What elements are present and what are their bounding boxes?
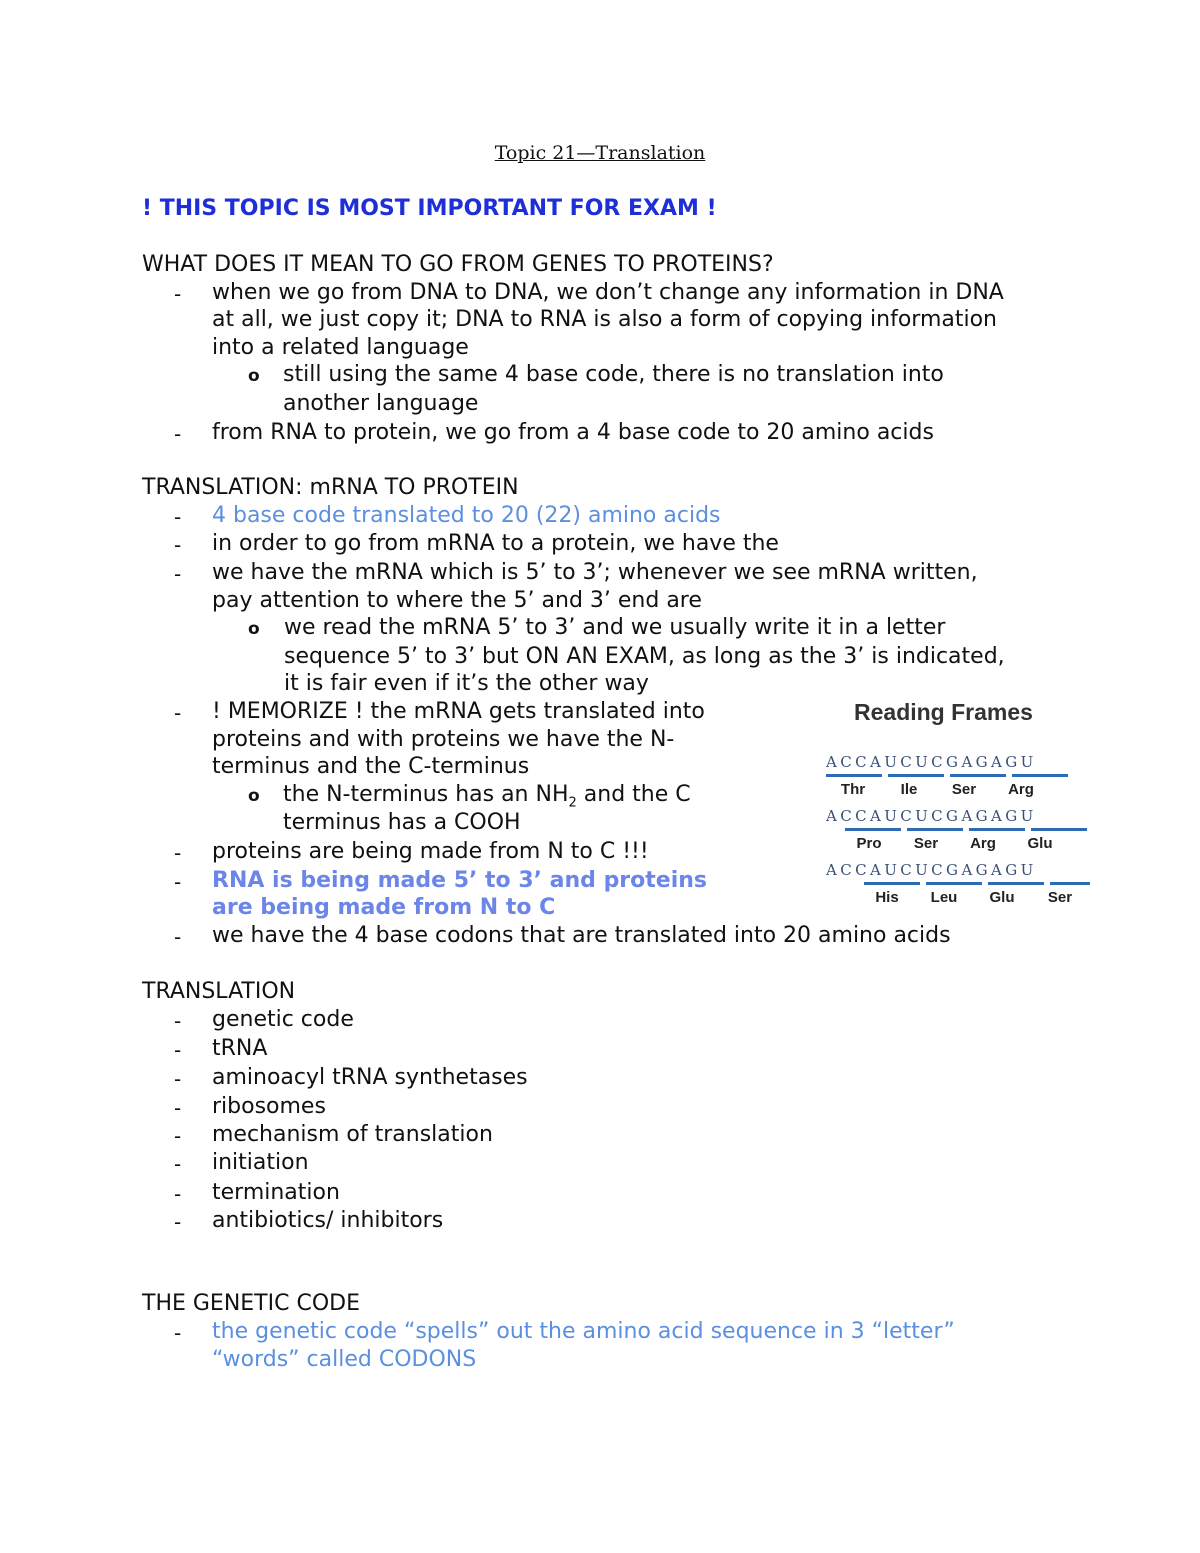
- subscript-two: 2: [568, 795, 577, 811]
- dash-marker: -: [174, 870, 182, 894]
- list-item-text: we have the mRNA which is 5’ to 3’; whenever we see mRNA written,: [212, 560, 978, 585]
- list-item-text: are being made from N to C: [212, 895, 556, 920]
- dash-marker: -: [174, 533, 182, 557]
- dash-marker: -: [174, 1124, 182, 1148]
- dash-marker: -: [174, 1009, 182, 1033]
- important-banner: ! THIS TOPIC IS MOST IMPORTANT FOR EXAM !: [142, 196, 717, 221]
- list-item-text: the genetic code “spells” out the amino acid sequence in 3 “letter”: [212, 1319, 955, 1344]
- list-item-text: “words” called CODONS: [212, 1347, 477, 1372]
- circle-bullet: o: [248, 619, 260, 639]
- amino-acid-label: Glu: [989, 889, 1015, 906]
- list-item-text: tRNA: [212, 1036, 268, 1061]
- list-item-text: 4 base code translated to 20 (22) amino acids: [212, 503, 721, 528]
- dash-marker: -: [174, 1210, 182, 1234]
- dash-marker: -: [174, 422, 182, 446]
- list-item-text: initiation: [212, 1150, 309, 1175]
- list-item-text: we have the 4 base codons that are translated into 20 amino acids: [212, 923, 951, 948]
- codon-bar: [888, 774, 944, 777]
- sequence-frame-1: ACCAUCUCGAGAGU: [826, 753, 1037, 771]
- dash-marker: -: [174, 841, 182, 865]
- dash-marker: -: [174, 1182, 182, 1206]
- codon-bar: [988, 882, 1044, 885]
- sequence-frame-2: ACCAUCUCGAGAGU: [826, 807, 1037, 825]
- circle-bullet: o: [248, 366, 260, 386]
- amino-acid-label: Leu: [930, 889, 958, 906]
- list-item-text: into a related language: [212, 335, 469, 360]
- list-item-text: pay attention to where the 5’ and 3’ end are: [212, 588, 702, 613]
- codon-bar: [1012, 774, 1068, 777]
- list-item-text: RNA is being made 5’ to 3’ and proteins: [212, 868, 708, 893]
- sub-item-text: we read the mRNA 5’ to 3’ and we usually write it in a letter: [284, 615, 946, 640]
- sub-item-text: it is fair even if it’s the other way: [284, 671, 649, 696]
- codon-bar: [907, 828, 963, 831]
- list-item-text: when we go from DNA to DNA, we don’t change any information in DNA: [212, 280, 1004, 305]
- codon-bar: [1050, 882, 1090, 885]
- codon-bar: [1031, 828, 1087, 831]
- sub-item-text: terminus has a COOH: [283, 810, 521, 835]
- dash-marker: -: [174, 701, 182, 725]
- dash-marker: -: [174, 1096, 182, 1120]
- section-heading-translation: TRANSLATION: [142, 979, 296, 1004]
- list-item-text: in order to go from mRNA to a protein, we have the: [212, 531, 779, 556]
- nh-text: the N-terminus has an NH: [283, 782, 569, 807]
- dash-marker: -: [174, 282, 182, 306]
- page-title: Topic 21—Translation: [494, 142, 706, 164]
- list-item-text: antibiotics/ inhibitors: [212, 1208, 444, 1233]
- amino-acid-label: His: [875, 889, 899, 906]
- section-heading-genes-to-proteins: WHAT DOES IT MEAN TO GO FROM GENES TO PROTEINS?: [142, 252, 774, 277]
- list-item-text: from RNA to protein, we go from a 4 base code to 20 amino acids: [212, 420, 934, 445]
- list-item-text: terminus and the C-terminus: [212, 754, 530, 779]
- codon-bar: [864, 882, 920, 885]
- dash-marker: -: [174, 1038, 182, 1062]
- amino-acid-label: Thr: [840, 781, 866, 798]
- section-heading-mrna-to-protein: TRANSLATION: mRNA TO PROTEIN: [142, 475, 519, 500]
- sub-item-text: still using the same 4 base code, there is no translation into: [283, 362, 944, 387]
- codon-bar: [926, 882, 982, 885]
- list-item-text: mechanism of translation: [212, 1122, 493, 1147]
- amino-acid-label: Ser: [1047, 889, 1073, 906]
- list-item-text: proteins are being made from N to C !!!: [212, 839, 649, 864]
- dash-marker: -: [174, 562, 182, 586]
- dash-marker: -: [174, 925, 182, 949]
- sub-item-text: sequence 5’ to 3’ but ON AN EXAM, as long as the 3’ is indicated,: [284, 644, 1005, 669]
- list-item-text: proteins and with proteins we have the N-: [212, 727, 675, 752]
- dash-marker: -: [174, 1321, 182, 1345]
- list-item-text: genetic code: [212, 1007, 354, 1032]
- codon-bar: [845, 828, 901, 831]
- section-heading-genetic-code: THE GENETIC CODE: [142, 1291, 360, 1316]
- amino-acid-label: Ser: [913, 835, 939, 852]
- c-text: and the C: [576, 782, 691, 807]
- amino-acid-label: Ser: [951, 781, 977, 798]
- amino-acid-label: Glu: [1027, 835, 1053, 852]
- list-item-text: ribosomes: [212, 1094, 326, 1119]
- codon-bar: [826, 774, 882, 777]
- dash-marker: -: [174, 505, 182, 529]
- amino-acid-label: Ile: [900, 781, 918, 798]
- sequence-frame-3: ACCAUCUCGAGAGU: [826, 861, 1037, 879]
- circle-bullet: o: [248, 786, 260, 806]
- figure-title: Reading Frames: [854, 699, 1033, 725]
- dash-marker: -: [174, 1067, 182, 1091]
- codon-bar: [969, 828, 1025, 831]
- reading-frames-figure: [822, 696, 1092, 916]
- list-item-text: ! MEMORIZE ! the mRNA gets translated into: [212, 699, 705, 724]
- list-item-text: at all, we just copy it; DNA to RNA is also a form of copying information: [212, 307, 997, 332]
- sub-item-text: another language: [283, 391, 479, 416]
- amino-acid-label: Arg: [970, 835, 996, 852]
- list-item-text: aminoacyl tRNA synthetases: [212, 1065, 528, 1090]
- codon-bar: [950, 774, 1006, 777]
- amino-acid-label: Pro: [856, 835, 882, 852]
- amino-acid-label: Arg: [1008, 781, 1034, 798]
- list-item-text: termination: [212, 1180, 340, 1205]
- dash-marker: -: [174, 1152, 182, 1176]
